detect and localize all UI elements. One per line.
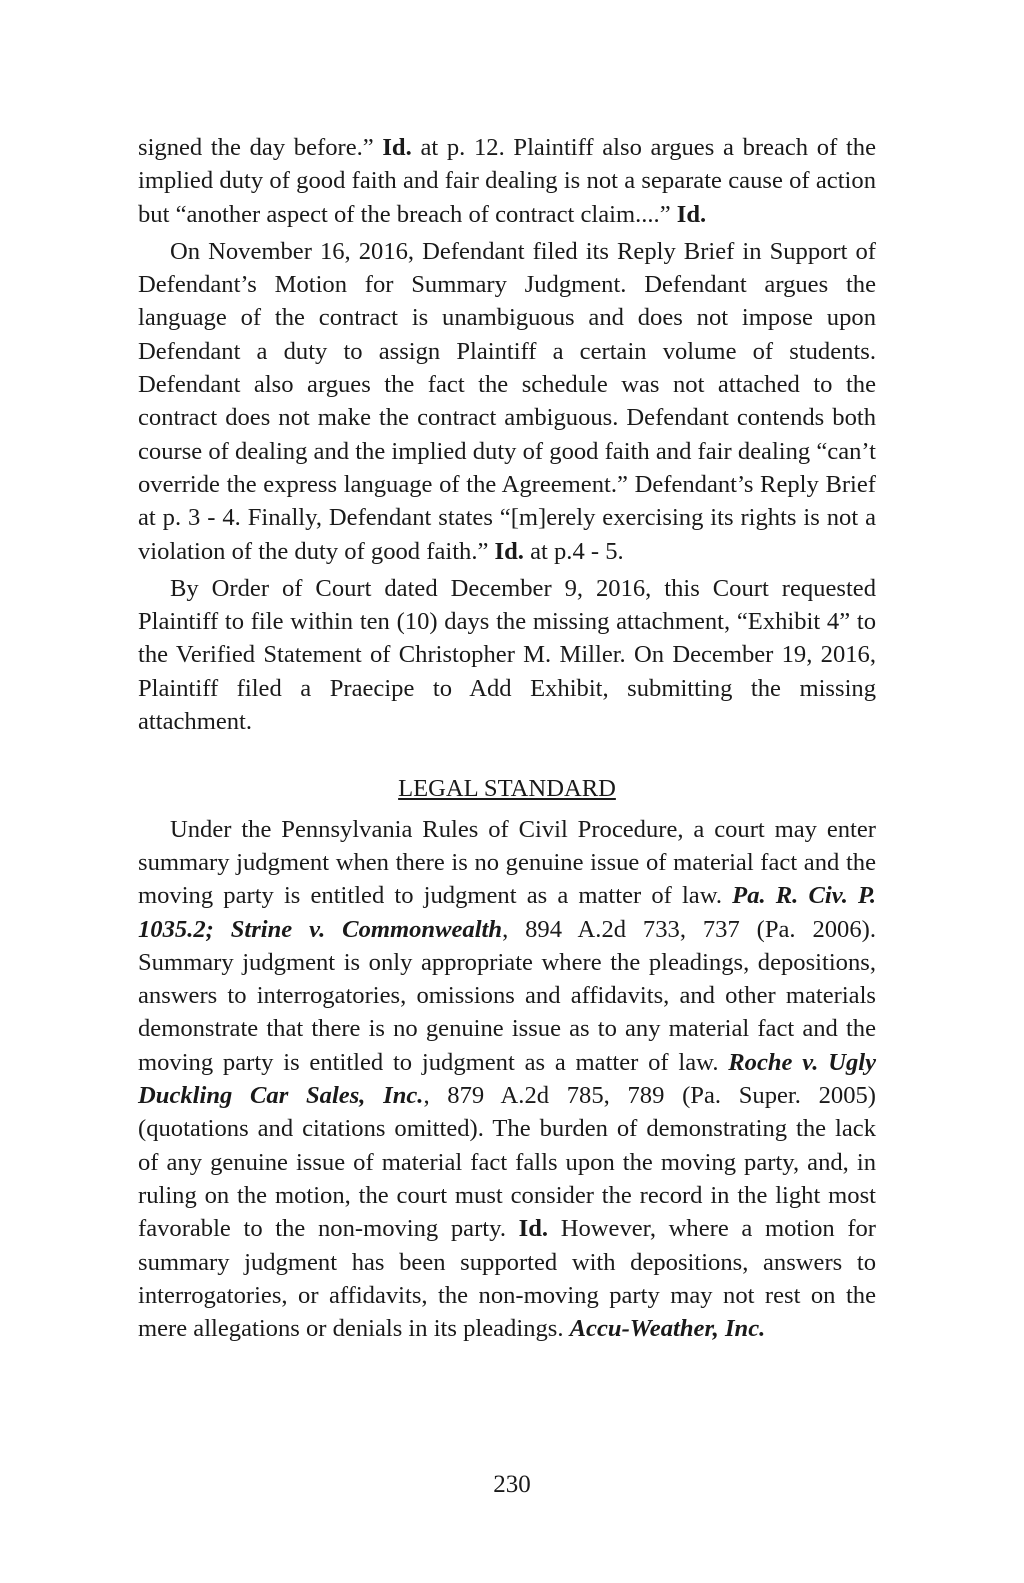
paragraph-text: Under the Pennsylvania Rules of Civil Procedure, a court may enter summary judgment when there is no genuine issue of material fact and the moving party is entitled to judgment as a matter of law. xyxy=(138,815,876,910)
paragraph-text: However, where a motion for summary judgment has been supported with depositions, answers to interrogatories, or affidavits, the non-moving party may not rest on the mere allegations or denials in its pleadings. xyxy=(138,1215,876,1343)
paragraph-legal-standard xyxy=(138,813,876,1346)
case-citation: Pa. R. Civ. P. 1035.2; Strine v. Commonwealth xyxy=(138,882,876,943)
paragraph-text: at p.4 - 5. xyxy=(523,537,624,565)
citation-id: Id. xyxy=(676,200,707,228)
paragraph-text: On November 16, 2016, Defendant filed its Reply Brief in Support of Defendant’s Motion for Summary Judgment. Defendant argues the language of the contract is unambiguous and does not impose upon Defendant a duty to assign Plaintiff a certain volume of students. Defendant also argues the fact the schedule was not attached to the contract does not make the contract ambiguous. Defendant contends both course of dealing and the implied duty of good faith and fair dealing “can’t override the express language of the Agreement.” Defendant’s Reply Brief at p. 3 - 4. Finally, Defendant states “[m]erely exercising its rights is not a violation of the duty of good faith.” xyxy=(138,237,876,565)
paragraph-text: By Order of Court dated December 9, 2016, this Court requested Plaintiff to file within ten (10) days the missing attachment, “Exhibit 4” to the Verified Statement of Christopher M. Miller. On December 19, 2016, Plaintiff filed a Praecipe to Add Exhibit, submitting the missing attachment. xyxy=(138,574,876,736)
paragraph-continued xyxy=(138,131,876,231)
citation-id: Id. xyxy=(518,1215,549,1243)
citation-id: Id. xyxy=(382,134,412,161)
paragraph-order-of-court xyxy=(138,572,876,738)
paragraph-text: , 879 A.2d 785, 789 (Pa. Super. 2005) (quotations and citations omitted). The burden of demonstrating the lack of any genuine issue of material fact falls upon the moving party, and, in ruling on the motion, the court must consider the record in the light most favorable to the non-moving party. xyxy=(138,1082,877,1243)
paragraph-text: at p. 12. Plaintiff also argues a breach of the implied duty of good faith and fair dealing is not a separate cause of action but “another aspect of the breach of contract claim....” xyxy=(138,134,876,228)
paragraph-text: signed the day before.” xyxy=(138,134,383,161)
paragraph-text: , 894 A.2d 733, 737 (Pa. 2006). Summary judgment is only appropriate where the pleadings, depositions, answers to interrogatories, omissions and affidavits, and other materials demonstrate that there is no genuine issue as to any material fact and the moving party is entitled to judgment as a matter of law. xyxy=(138,915,876,1076)
page-body xyxy=(138,131,876,1349)
case-citation: Roche v. Ugly Duckling Car Sales, Inc. xyxy=(138,1048,877,1110)
page-number: 230 xyxy=(493,1471,531,1498)
citation-id: Id. xyxy=(494,537,524,565)
paragraph-reply-brief xyxy=(138,235,876,568)
case-citation: Accu-Weather, Inc. xyxy=(569,1315,766,1343)
section-heading: LEGAL STANDARD xyxy=(398,775,616,803)
